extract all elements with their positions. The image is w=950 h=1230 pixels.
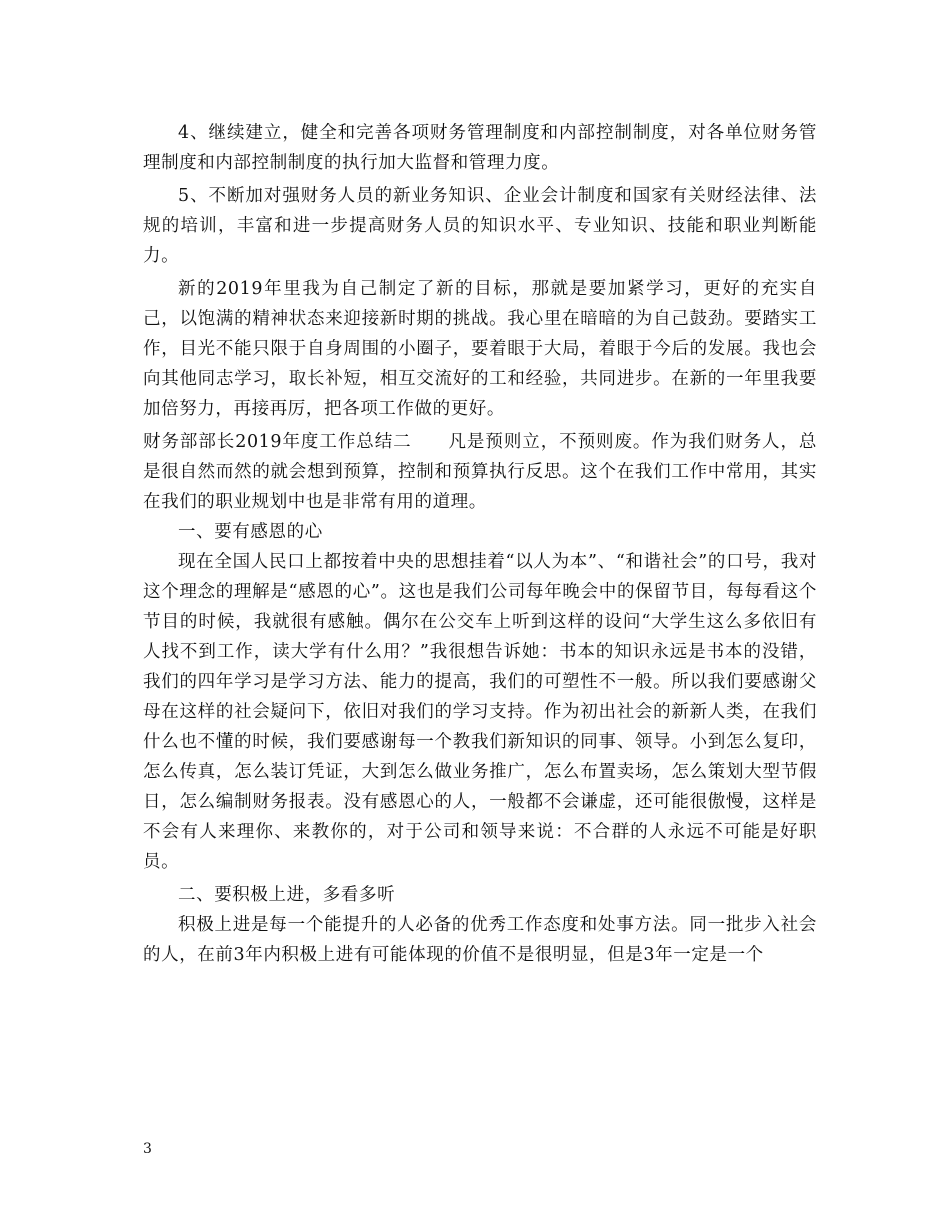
paragraph-proactive: 积极上进是每一个能提升的人必备的优秀工作态度和处事方法。同一批步入社会的人，在前3年内积极上进有可能体现的价值不是很明显，但是3年一定是一个 — [143, 915, 817, 965]
heading-proactive: 二、要积极上进，多看多听 — [178, 885, 396, 905]
section-intro-text: 凡是预则立，不预则废。作为我们财务人，总是很自然而然的就会想到预算，控制和预算执行反思。这个在我们工作中常用，其实在我们的职业规划中也是非常有用的道理。 — [143, 432, 817, 512]
paragraph-item-5: 5、不断加对强财务人员的新业务知识、企业会计制度和国家有关财经法律、法规的培训，丰富和进一步提高财务人员的知识水平、专业知识、技能和职业判断能力。 — [143, 186, 817, 266]
paragraph-item-4: 4、继续建立，健全和完善各项财务管理制度和内部控制制度，对各单位财务管理制度和内部控制制度的执行加大监督和管理力度。 — [143, 123, 817, 173]
paragraph-new-year-goals: 新的2019年里我为自己制定了新的目标，那就是要加紧学习，更好的充实自己，以饱满的精神状态来迎接新时期的挑战。我心里在暗暗的为自己鼓劲。要踏实工作，目光不能只限于自身周围的小圈子，要着眼于大局，着眼于今后的发展。我也会向其他同志学习，取长补短，相互交流好的工和经验，共同进步。在新的一年里我要加倍努力，再接再厉，把各项工作做的更好。 — [143, 279, 817, 419]
section-title: 财务部部长2019年度工作总结二 — [143, 432, 412, 452]
document-body — [143, 118, 817, 970]
page-number: 3 — [143, 1141, 152, 1157]
paragraph-summary-two — [143, 427, 817, 517]
paragraph-gratitude: 现在全国人民口上都按着中央的思想挂着“以人为本”、“和谐社会”的口号，我对这个理念的理解是“感恩的心”。这也是我们公司每年晚会中的保留节目，每每看这个节目的时候，我就很有感触。偶尔在公交车上听到这样的设问“大学生这么多依旧有人找不到工作，读大学有什么用？”我很想告诉她：书本的知识永远是书本的没错，我们的四年学习是学习方法、能力的提高，我们的可塑性不一般。所以我们要感谢父母在这样的社会疑问下，依旧对我们的学习支持。作为初出社会的新新人类，在我们什么也不懂的时候，我们要感谢每一个教我们新知识的同事、领导。小到怎么复印，怎么传真，怎么装订凭证，大到怎么做业务推广，怎么布置卖场，怎么策划大型节假日，怎么编制财务报表。没有感恩心的人，一般都不会谦虚，还可能很傲慢，这样是不会有人来理你、来教你的，对于公司和领导来说：不合群的人永远不可能是好职员。 — [143, 552, 817, 872]
heading-gratitude: 一、要有感恩的心 — [178, 522, 323, 542]
